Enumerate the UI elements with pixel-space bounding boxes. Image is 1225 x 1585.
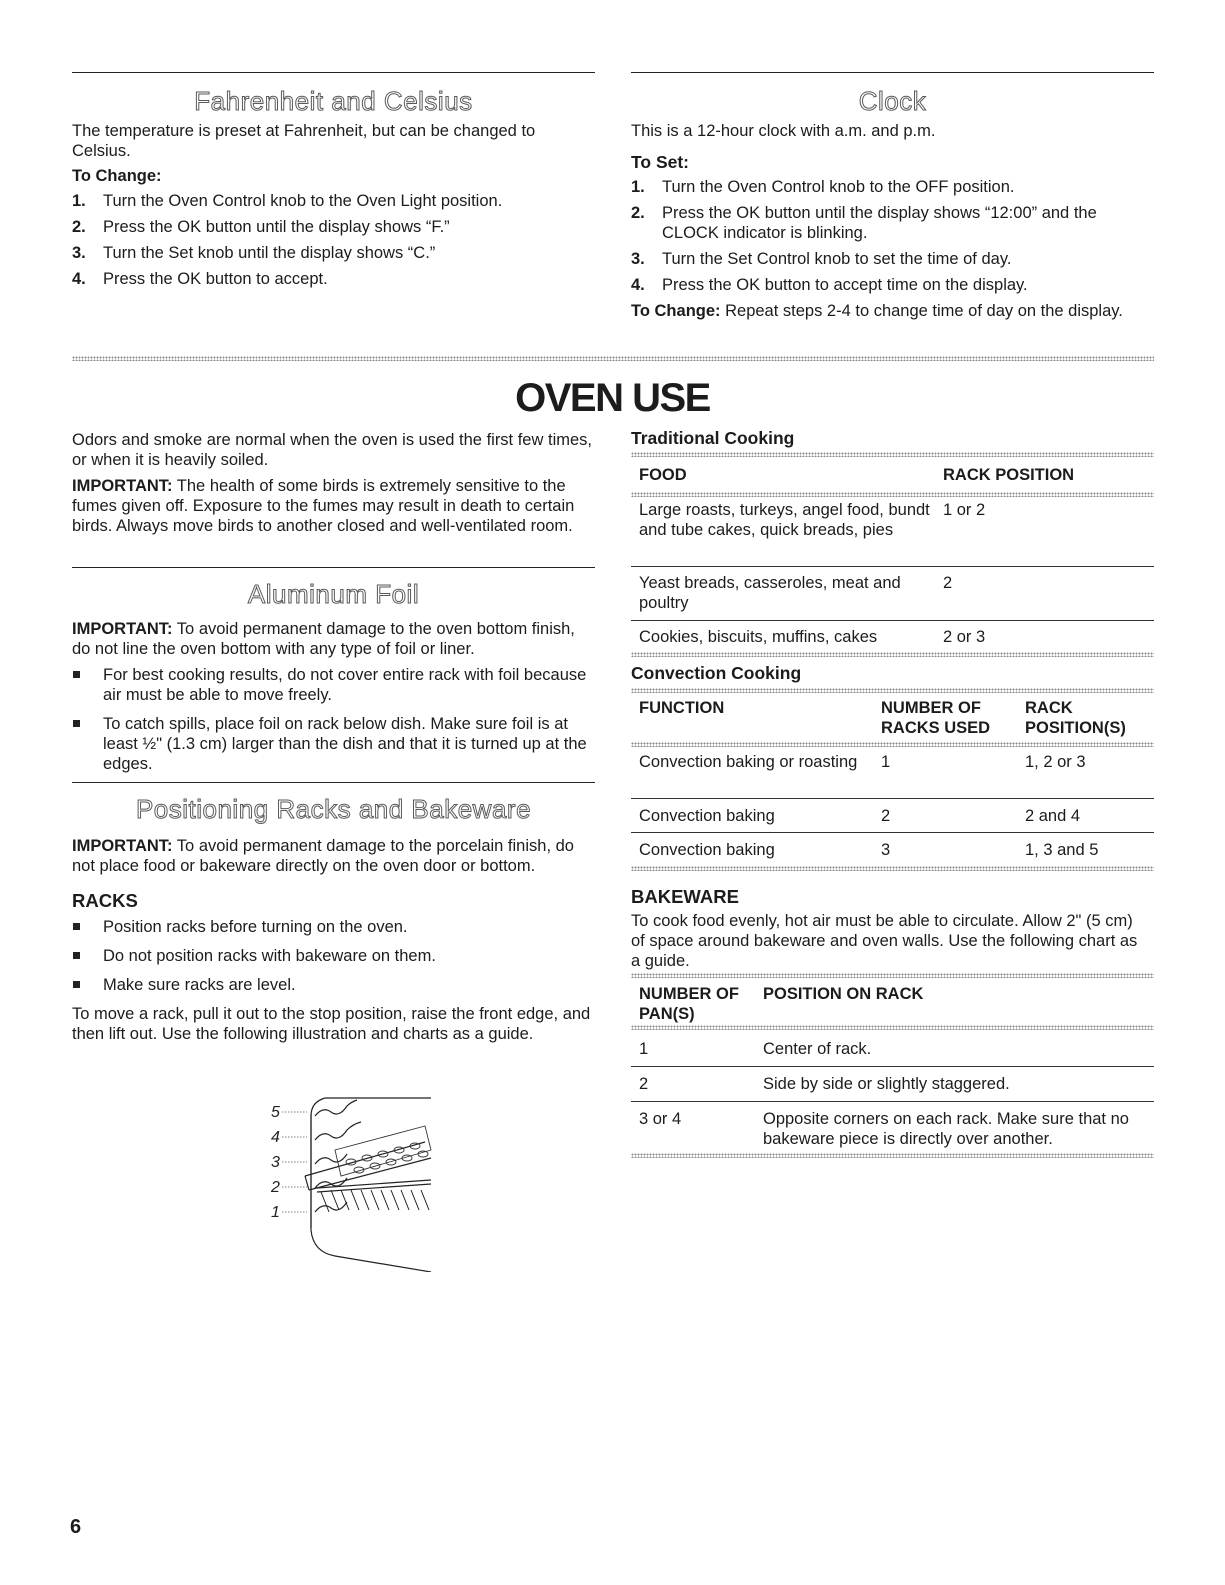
clock-step xyxy=(631,249,1154,269)
fahrenheit-section xyxy=(72,121,595,295)
step-text: Press the OK button to accept time on the display. xyxy=(662,276,1028,294)
top-right-rule xyxy=(631,72,1154,73)
step-text: Press the OK button until the display shows “F.” xyxy=(103,218,450,236)
important-text: To avoid permanent damage to the oven bottom finish, do not line the oven bottom with any type of foil or liner. xyxy=(72,620,575,658)
clock-steps xyxy=(631,177,1154,295)
positioning-important xyxy=(72,836,595,876)
table-band xyxy=(631,652,1154,657)
important-text: To avoid permanent damage to the porcelain finish, do not place food or bakeware directly on the oven door or bottom. xyxy=(72,837,574,875)
clock-to-change-label: To Change: xyxy=(631,302,721,320)
oven-use-intro-block xyxy=(72,430,595,536)
step-text: Turn the Oven Control knob to the Oven Light position. xyxy=(103,192,503,210)
step-number: 2. xyxy=(631,204,645,222)
top-left-rule xyxy=(72,72,595,73)
racks-bullet: Make sure racks are level. xyxy=(72,975,595,995)
traditional-food-cell: Yeast breads, casseroles, meat and poultry xyxy=(639,574,901,612)
convection-position-cell: 1, 3 and 5 xyxy=(1025,841,1099,859)
bakeware-number-cell: 3 or 4 xyxy=(639,1110,682,1128)
step-text: Turn the Set Control knob to set the time of day. xyxy=(662,250,1012,268)
convection-heading: Convection Cooking xyxy=(631,663,802,683)
aluminum-bullet: For best cooking results, do not cover entire rack with foil because air must be able to move freely. xyxy=(72,665,595,705)
fahrenheit-step xyxy=(72,217,595,237)
step-text: Turn the Set knob until the display shows “C.” xyxy=(103,244,436,262)
traditional-rack-cell: 1 or 2 xyxy=(943,501,986,519)
clock-intro: This is a 12-hour clock with a.m. and p.m. xyxy=(631,122,936,140)
clock-step xyxy=(631,203,1154,243)
step-number: 2. xyxy=(72,218,86,236)
racks-heading: RACKS xyxy=(72,890,138,911)
traditional-food-cell: Cookies, biscuits, muffins, cakes xyxy=(639,628,878,646)
rack-label-1: 1 xyxy=(271,1204,280,1221)
col-rack-positions: RACK POSITION(S) xyxy=(1025,699,1126,737)
table-band xyxy=(631,866,1154,871)
fahrenheit-step xyxy=(72,243,595,263)
clock-title: Clock xyxy=(858,86,927,116)
col-position-on-rack: POSITION ON RACK xyxy=(763,985,924,1003)
bakeware-position-cell: Side by side or slightly staggered. xyxy=(763,1075,1010,1093)
fahrenheit-step xyxy=(72,269,595,289)
fahrenheit-to-change-label: To Change: xyxy=(72,167,162,185)
racks-bullets xyxy=(72,917,595,995)
col-food: FOOD xyxy=(639,466,687,484)
col-function: FUNCTION xyxy=(639,699,725,717)
table-band xyxy=(631,492,1154,497)
rack-label-4: 4 xyxy=(271,1129,280,1146)
bakeware-position-cell: Opposite corners on each rack. Make sure that no bakeware piece is directly over another. xyxy=(763,1110,1129,1148)
convection-function-cell: Convection baking xyxy=(639,841,775,859)
racks-bullet: Position racks before turning on the oven. xyxy=(72,917,595,937)
oven-use-intro: Odors and smoke are normal when the oven is used the first few times, or when it is heavily soiled. xyxy=(72,431,592,469)
bakeware-intro-block xyxy=(631,911,1146,971)
table-band xyxy=(631,1025,1154,1030)
important-text: The health of some birds is extremely sensitive to the fumes given off. Exposure to the fumes may result in death to certain birds. Always move birds to another closed and well-ventilated room. xyxy=(72,477,575,535)
step-text: Press the OK button until the display shows “12:00” and the CLOCK indicator is blinking. xyxy=(662,204,1097,242)
racks-bullet: Do not position racks with bakeware on them. xyxy=(72,946,595,966)
col-rack-position: RACK POSITION xyxy=(943,466,1075,484)
traditional-rack-cell: 2 or 3 xyxy=(943,628,986,646)
table-band xyxy=(631,973,1154,978)
table-band xyxy=(631,1153,1154,1158)
aluminum-section xyxy=(72,619,595,783)
step-text: Turn the Oven Control knob to the OFF position. xyxy=(662,178,1015,196)
table-band xyxy=(631,688,1154,693)
fahrenheit-title: Fahrenheit and Celsius xyxy=(194,86,473,116)
aluminum-bullet: To catch spills, place foil on rack below dish. Make sure foil is at least ½" (1.3 cm) larger than the dish and that it is turned up at the edges. xyxy=(72,714,595,774)
positioning-title: Positioning Racks and Bakeware xyxy=(135,794,532,824)
convection-number-cell: 1 xyxy=(881,753,891,771)
table-row-rule xyxy=(631,620,1154,621)
positioning-rule xyxy=(72,782,595,783)
table-row-rule xyxy=(631,832,1154,833)
important-label: IMPORTANT: xyxy=(72,837,173,855)
convection-number-cell: 3 xyxy=(881,841,891,859)
table-band xyxy=(631,742,1154,747)
positioning-section xyxy=(72,836,595,1044)
move-rack-text: To move a rack, pull it out to the stop position, raise the front edge, and then lift out. Use the following illustration and charts as a guide. xyxy=(72,1005,591,1043)
table-row-rule xyxy=(631,798,1154,799)
bakeware-intro: To cook food evenly, hot air must be able to circulate. Allow 2" (5 cm) of space around bakeware and oven walls. Use the following chart as a guide. xyxy=(631,912,1138,970)
section-divider-band xyxy=(72,356,1154,361)
convection-number-cell: 2 xyxy=(881,807,891,825)
step-number: 3. xyxy=(72,244,86,262)
step-number: 1. xyxy=(631,178,645,196)
table-row-rule xyxy=(631,566,1154,567)
step-text: Press the OK button to accept. xyxy=(103,270,328,288)
clock-step xyxy=(631,275,1154,295)
bakeware-heading: BAKEWARE xyxy=(631,886,739,907)
clock-to-change xyxy=(631,301,1154,321)
table-row-rule xyxy=(631,1066,1154,1067)
fahrenheit-steps xyxy=(72,191,595,289)
aluminum-bullets xyxy=(72,665,595,774)
convection-function-cell: Convection baking or roasting xyxy=(639,753,858,771)
col-number-of-racks: NUMBER OF RACKS USED xyxy=(881,699,991,737)
traditional-heading: Traditional Cooking xyxy=(631,428,795,448)
table-band xyxy=(631,452,1154,457)
aluminum-important xyxy=(72,619,595,659)
traditional-food-cell: Large roasts, turkeys, angel food, bundt and tube cakes, quick breads, pies xyxy=(639,501,930,539)
page-title: OVEN USE xyxy=(515,376,710,420)
clock-step xyxy=(631,177,1154,197)
step-number: 4. xyxy=(631,276,645,294)
bakeware-number-cell: 1 xyxy=(639,1040,649,1058)
convection-position-cell: 2 and 4 xyxy=(1025,807,1081,825)
page-number: 6 xyxy=(70,1516,82,1538)
rack-label-3: 3 xyxy=(271,1154,280,1171)
aluminum-rule xyxy=(72,567,595,568)
bakeware-position-cell: Center of rack. xyxy=(763,1040,872,1058)
col-number-of-pans: NUMBER OF PAN(S) xyxy=(639,985,739,1023)
clock-to-change-text: Repeat steps 2-4 to change time of day on the display. xyxy=(720,302,1123,320)
table-row-rule xyxy=(631,1101,1154,1102)
convection-position-cell: 1, 2 or 3 xyxy=(1025,753,1086,771)
important-label: IMPORTANT: xyxy=(72,620,173,638)
clock-section xyxy=(631,121,1154,321)
clock-to-set-label: To Set: xyxy=(631,152,690,172)
step-number: 4. xyxy=(72,270,86,288)
traditional-rack-cell: 2 xyxy=(943,574,953,592)
rack-label-5: 5 xyxy=(271,1104,280,1121)
oven-use-important xyxy=(72,476,595,536)
bakeware-number-cell: 2 xyxy=(639,1075,649,1093)
fahrenheit-intro: The temperature is preset at Fahrenheit, but can be changed to Celsius. xyxy=(72,122,536,160)
step-number: 3. xyxy=(631,250,645,268)
rack-positions-illustration xyxy=(265,1092,445,1272)
rack-label-2: 2 xyxy=(271,1179,280,1196)
convection-function-cell: Convection baking xyxy=(639,807,775,825)
fahrenheit-step xyxy=(72,191,595,211)
aluminum-title: Aluminum Foil xyxy=(247,579,420,609)
important-label: IMPORTANT: xyxy=(72,477,173,495)
step-number: 1. xyxy=(72,192,86,210)
